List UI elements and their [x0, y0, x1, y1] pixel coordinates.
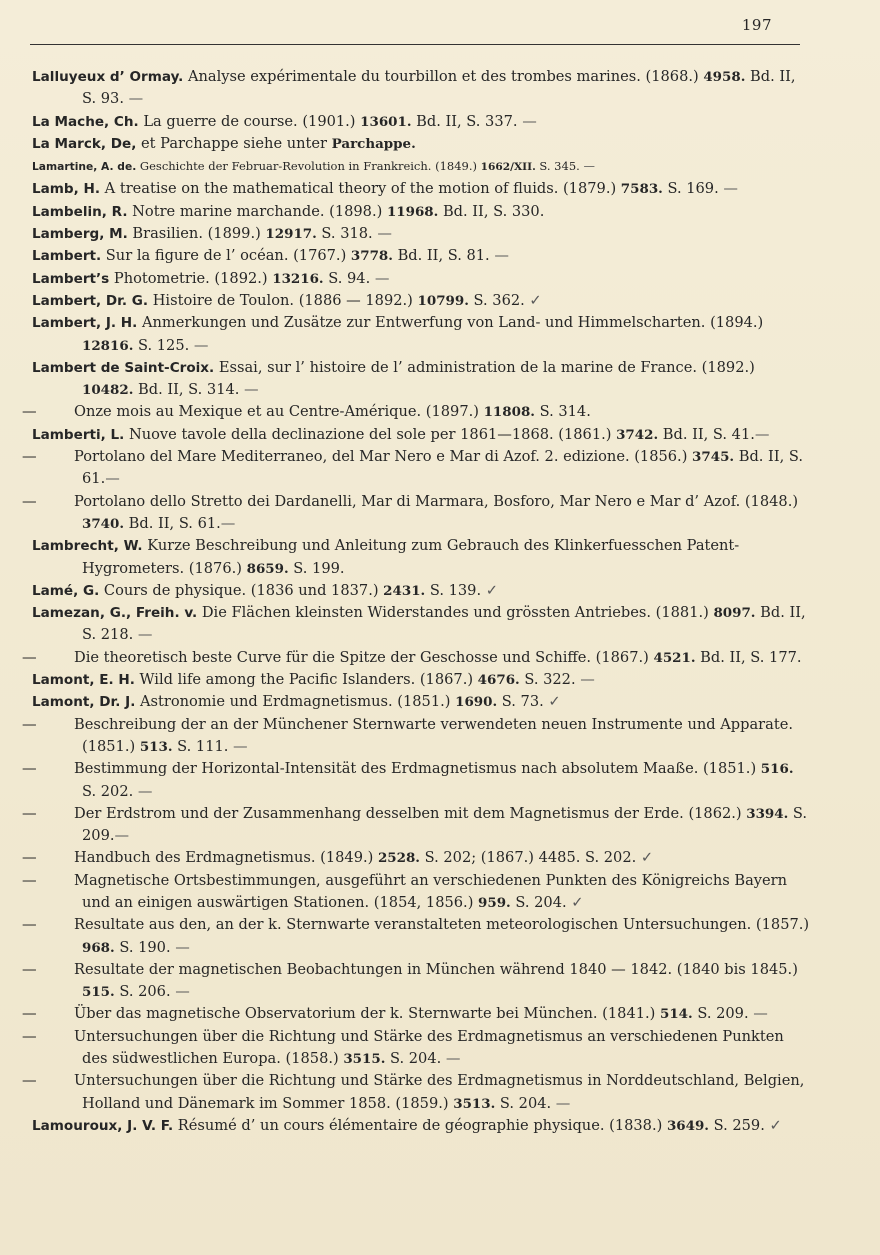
entry-reference: S. 204.	[385, 1050, 442, 1068]
handwritten-mark: —	[170, 983, 190, 1001]
handwritten-mark: —	[575, 671, 595, 689]
repeat-author-dash: —	[22, 648, 37, 666]
entry-author: Lamartine, A. de.	[32, 160, 137, 174]
catalog-entry	[22, 647, 810, 669]
repeat-author-dash: —	[22, 804, 37, 822]
entry-title: Astronomie und Erdmagnetismus. (1851.)	[135, 693, 456, 711]
entry-reference: Bd. II, S. 61.	[82, 448, 803, 488]
entry-number: 3513.	[453, 1095, 496, 1112]
header-rule	[30, 44, 800, 45]
repeat-author-dash: —	[22, 1072, 37, 1090]
entry-number: 3394.	[746, 805, 789, 822]
entry-title: Resultate aus den, an der k. Sternwarte veranstalteten meteorologischen Untersuchungen. (1857.)	[74, 916, 810, 934]
catalog-entry	[32, 691, 810, 713]
catalog-entry	[32, 602, 810, 647]
entry-reference: Bd. II, S. 330.	[438, 202, 545, 220]
entry-title: A treatise on the mathematical theory of the motion of fluids. (1879.)	[100, 180, 621, 198]
catalog-entry	[22, 491, 810, 536]
handwritten-mark: —	[228, 737, 248, 755]
entry-number: 2528.	[377, 850, 420, 867]
entry-reference: S. 169.	[662, 180, 719, 198]
catalog-entry	[22, 959, 810, 1004]
catalog-entry	[32, 133, 810, 155]
entry-reference: S. 202.	[82, 782, 134, 800]
entry-title: Nuove tavole della declinazione del sole per 1861—1868. (1861.)	[124, 425, 617, 443]
entry-author: Lamezan, G., Freih. v.	[32, 605, 198, 622]
entry-title: Onze mois au Mexique et au Centre-Amérique. (1897.)	[74, 403, 484, 421]
catalog-entry	[32, 268, 810, 290]
entry-number: 3740.	[82, 515, 125, 532]
catalog-entry	[32, 201, 810, 223]
entry-number: 8097.	[713, 605, 756, 622]
repeat-author-dash: —	[22, 715, 37, 733]
entry-number: 513.	[139, 738, 173, 755]
page-number: 197	[741, 16, 772, 34]
handwritten-mark: —	[105, 470, 120, 488]
entry-number: 1662/XII.	[480, 161, 536, 174]
entry-title: Der Erdstrom und der Zusammenhang desselben mit dem Magnetismus der Erde. (1862.)	[74, 804, 747, 822]
entry-title: Die theoretisch beste Curve für die Spitze der Geschosse und Schiffe. (1867.)	[74, 648, 654, 666]
entry-reference: Bd. II, S. 81.	[392, 247, 490, 265]
entry-number: 10482.	[82, 382, 134, 399]
handwritten-mark: —	[114, 827, 130, 845]
entry-title: Portolano del Mare Mediterraneo, del Mar Nero e Mar di Azof. 2. edizione. (1856.)	[74, 448, 693, 466]
repeat-author-dash: —	[22, 1027, 37, 1045]
repeat-author-dash: —	[22, 760, 37, 778]
entry-reference: S. 345.	[535, 159, 580, 174]
entry-number: 13216.	[272, 270, 324, 287]
handwritten-mark: —	[441, 1050, 461, 1068]
handwritten-mark: —	[754, 425, 770, 443]
entry-author: Lamberg, M.	[32, 226, 128, 243]
entry-title: Cours de physique. (1836 und 1837.)	[99, 581, 384, 599]
entry-number: Parchappe.	[331, 135, 416, 152]
entry-number: 3515.	[343, 1051, 386, 1068]
repeat-author-dash: —	[22, 448, 37, 466]
entry-reference: S. 322.	[519, 671, 576, 689]
entry-title: Notre marine marchande. (1898.)	[127, 202, 387, 220]
handwritten-mark: —	[489, 247, 509, 265]
entry-title: Wild life among the Pacific Islanders. (1867.)	[134, 671, 478, 689]
entry-author: Lambert, J. H.	[32, 315, 138, 332]
entry-number: 3649.	[666, 1117, 709, 1134]
catalog-entry	[32, 580, 810, 602]
entry-author: La Mache, Ch.	[32, 113, 139, 130]
catalog-entry	[32, 535, 810, 580]
handwritten-mark: —	[133, 782, 153, 800]
entry-author: Lamouroux, J. V. F.	[32, 1117, 174, 1134]
handwritten-mark: —	[189, 336, 209, 354]
entry-number: 10799.	[417, 292, 469, 309]
handwritten-mark: ✓	[636, 849, 654, 867]
entry-author: Lambert de Saint-Croix.	[32, 359, 215, 376]
entry-reference: Bd. II, S. 41.	[658, 425, 755, 443]
entry-number: 4958.	[703, 69, 746, 85]
repeat-author-dash: —	[22, 492, 37, 510]
catalog-entry	[22, 714, 810, 759]
entry-title: Sur la figure de l’ océan. (1767.)	[101, 247, 351, 265]
handwritten-mark: ✓	[566, 893, 584, 911]
entry-title: Portolano dello Stretto dei Dardanelli, Mar di Marmara, Bosforo, Mar Nero e Mar d’ Azof. (1848.)	[74, 492, 799, 510]
entry-title: Photometrie. (1892.)	[109, 269, 273, 287]
entry-number: 515.	[82, 984, 115, 1001]
entry-author: Lalluyeux d’ Ormay.	[32, 69, 184, 85]
entry-title: La guerre de course. (1901.)	[138, 112, 361, 130]
catalog-entry	[32, 290, 810, 312]
entry-title: et Parchappe siehe unter	[136, 134, 332, 152]
handwritten-mark: —	[220, 514, 236, 532]
entry-author: Lambert.	[32, 248, 102, 265]
entry-reference: Bd. II, S. 337.	[411, 112, 518, 130]
catalog-entry	[32, 669, 810, 691]
entry-reference: Bd. II, S. 61.	[124, 514, 221, 532]
entry-reference: S. 204.	[510, 893, 567, 911]
entry-author: Lamont, E. H.	[32, 672, 135, 689]
catalog-entry	[32, 223, 810, 245]
entry-number: 4521.	[653, 649, 696, 666]
entry-title: Untersuchungen über die Richtung und Stärke des Erdmagnetismus an verschiedenen Punkten des südwestlichen Europa. (1858.)	[74, 1027, 784, 1068]
handwritten-mark: ✓	[543, 693, 561, 711]
entry-reference: Bd. II, S. 218.	[82, 604, 806, 644]
catalog-entry	[22, 401, 810, 423]
handwritten-mark: —	[748, 1005, 768, 1023]
entry-title: Über das magnetische Observatorium der k. Sternwarte bei München. (1841.)	[74, 1005, 660, 1023]
entry-number: 1690.	[455, 694, 498, 711]
entry-title: Die Flächen kleinsten Widerstandes und grössten Antriebes. (1881.)	[197, 604, 714, 622]
entry-reference: S. 139.	[425, 581, 482, 599]
catalog-entry	[32, 178, 810, 200]
handwritten-mark: —	[718, 180, 738, 198]
entry-reference: S. 94.	[323, 269, 371, 287]
entry-number: 12816.	[82, 337, 134, 354]
entry-number: 959.	[478, 894, 511, 911]
entry-title: Magnetische Ortsbestimmungen, ausgeführt an verschiedenen Punkten des Königreichs Bayern und an einigen auswärtigen Stationen. (1854, 1856.)	[74, 871, 788, 911]
entry-number: 514.	[660, 1006, 693, 1023]
entry-author: Lamont, Dr. J.	[32, 694, 136, 711]
entry-reference: S. 314.	[534, 403, 591, 421]
catalog-entry	[32, 155, 810, 178]
handwritten-mark: —	[239, 381, 259, 399]
entry-title: Handbuch des Erdmagnetismus. (1849.)	[74, 849, 378, 867]
entry-title: Resultate der magnetischen Beobachtungen in München während 1840 — 1842. (1840 bis 1845.)	[74, 960, 798, 978]
entry-reference: S. 204.	[495, 1094, 552, 1112]
catalog-entry	[22, 446, 810, 491]
handwritten-mark: —	[170, 938, 190, 956]
handwritten-mark: —	[372, 225, 392, 243]
entry-title: Essai, sur l’ histoire de l’ administration de la marine de France. (1892.)	[214, 358, 755, 376]
repeat-author-dash: —	[22, 849, 37, 867]
entry-reference: S. 362.	[468, 291, 525, 309]
catalog-entry	[22, 1026, 810, 1071]
catalog-entry	[22, 847, 810, 869]
entry-title: Analyse expérimentale du tourbillon et des trombes marines. (1868.)	[183, 68, 704, 85]
entry-number: 11808.	[483, 404, 535, 421]
entry-reference: S. 199.	[288, 559, 345, 577]
entry-number: 7583.	[620, 181, 663, 198]
entry-reference: S. 190.	[114, 938, 171, 956]
catalog-entry	[22, 803, 810, 848]
entry-number: 13601.	[360, 113, 412, 130]
entry-number: 11968.	[386, 203, 439, 220]
catalog-entry	[32, 111, 810, 133]
handwritten-mark: —	[370, 269, 390, 287]
handwritten-mark: —	[551, 1094, 571, 1112]
entry-author: Lambelin, R.	[32, 203, 128, 220]
entry-number: 8659.	[246, 560, 289, 577]
entry-author: Lamé, G.	[32, 582, 100, 599]
catalog-entry	[32, 424, 810, 446]
handwritten-mark: ✓	[764, 1116, 782, 1134]
entry-reference: S. 259.	[708, 1116, 765, 1134]
entry-reference: S. 209.	[692, 1005, 749, 1023]
entry-reference: S. 318.	[316, 225, 373, 243]
entry-author: Lamb, H.	[32, 181, 101, 198]
repeat-author-dash: —	[22, 916, 37, 934]
entry-reference: Bd. II, S. 314.	[133, 381, 240, 399]
entry-author: Lambert’s	[32, 270, 110, 287]
entry-title: Beschreibung der an der Münchener Sternwarte verwendeten neuen Instrumente und Apparate. (1851.)	[74, 715, 793, 755]
catalog-entry	[22, 1070, 810, 1115]
entry-title: Histoire de Toulon. (1886 — 1892.)	[148, 291, 418, 309]
handwritten-mark: —	[133, 626, 153, 644]
entry-number: 12917.	[265, 226, 317, 243]
catalog-entry	[22, 758, 810, 803]
entry-title: Bestimmung der Horizontal-Intensität des Erdmagnetismus nach absolutem Maaße. (1851.)	[74, 760, 761, 778]
handwritten-mark: —	[123, 90, 144, 108]
repeat-author-dash: —	[22, 1005, 37, 1023]
entry-author: Lambrecht, W.	[32, 538, 143, 555]
entry-reference: S. 206.	[114, 983, 171, 1001]
entry-reference: S. 125.	[133, 336, 190, 354]
entry-reference: Bd. II, S. 177.	[695, 648, 802, 666]
catalog-entry	[32, 245, 810, 267]
catalog-entry	[32, 312, 810, 357]
entry-reference: S. 73.	[497, 693, 544, 711]
handwritten-mark: ✓	[481, 581, 498, 599]
entry-number: 968.	[82, 939, 115, 956]
entry-title: Kurze Beschreibung und Anleitung zum Gebrauch des Klinkerfuesschen Patent-Hygrometers. (1876.)	[82, 537, 740, 577]
catalog-entry	[32, 66, 810, 111]
entry-title: Résumé d’ un cours élémentaire de géographie physique. (1838.)	[173, 1116, 667, 1134]
catalog-entry	[22, 1003, 810, 1025]
entry-reference: S. 202; (1867.) 4485. S. 202.	[419, 849, 637, 867]
entry-author: La Marck, De,	[32, 135, 137, 152]
catalog-entry	[22, 914, 810, 959]
entry-number: 3778.	[350, 248, 393, 265]
repeat-author-dash: —	[22, 960, 37, 978]
catalog-entry	[32, 357, 810, 402]
entry-title: Anmerkungen und Zusätze zur Entwerfung von Land- und Himmelscharten. (1894.)	[137, 314, 764, 332]
handwritten-mark: —	[517, 112, 537, 130]
entry-title: Untersuchungen über die Richtung und Stärke des Erdmagnetismus in Norddeutschland, Belgien, Holland und Dänemark im Sommer 1858. (1859.)	[74, 1072, 805, 1112]
handwritten-mark: ✓	[524, 291, 542, 309]
entry-reference: Bd. II, S. 93.	[82, 68, 796, 108]
entry-author: Lambert, Dr. G.	[32, 292, 149, 309]
entry-reference: S. 209.	[82, 804, 808, 845]
catalog-entry	[32, 1115, 810, 1137]
entry-title: Brasilien. (1899.)	[127, 225, 266, 243]
entry-title: Geschichte der Februar-Revolution in Frankreich. (1849.)	[136, 159, 481, 174]
handwritten-mark: —	[579, 159, 595, 174]
entry-number: 2431.	[383, 582, 426, 599]
repeat-author-dash: —	[22, 871, 37, 889]
entry-number: 4676.	[477, 672, 520, 689]
catalog-entries	[22, 66, 810, 1137]
entry-author: Lamberti, L.	[32, 426, 125, 443]
entry-number: 3742.	[616, 426, 659, 443]
repeat-author-dash: —	[22, 403, 37, 421]
entry-number: 3745.	[692, 449, 735, 466]
catalog-entry	[22, 870, 810, 915]
entry-number: 516.	[760, 761, 794, 778]
entry-reference: S. 111.	[172, 737, 229, 755]
